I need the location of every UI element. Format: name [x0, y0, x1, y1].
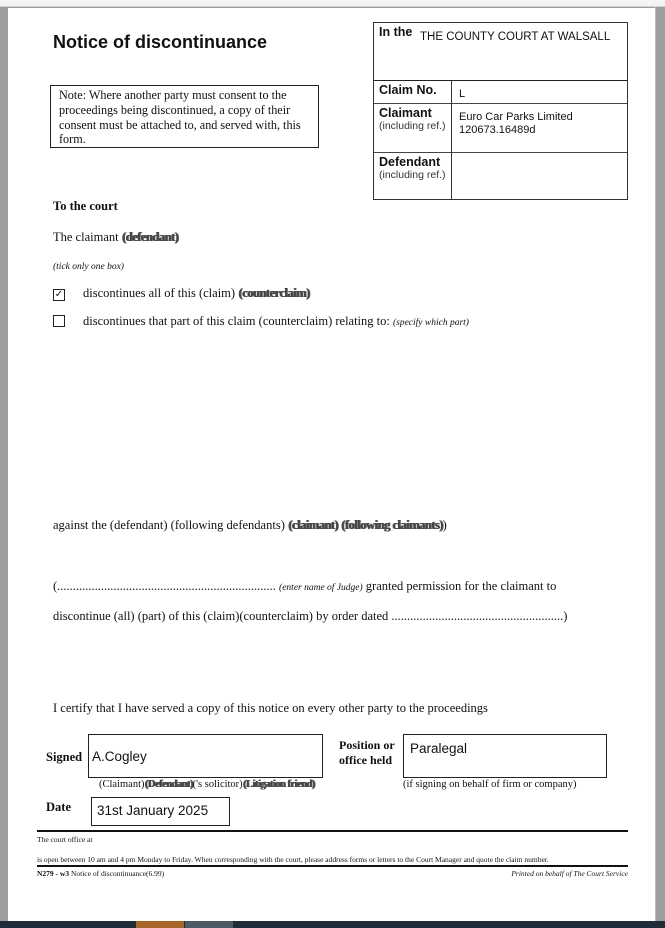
discontinue-all-label: discontinues all of this (claim) (counterclaim)	[83, 286, 310, 300]
in-the-label: In the	[379, 25, 413, 39]
page-title: Notice of discontinuance	[53, 32, 268, 52]
position-field[interactable]: Paralegal	[403, 734, 607, 778]
taskbar-item-active[interactable]	[136, 921, 184, 928]
permission-line-2: discontinue (all) (part) of this (claim)(counterclaim) by order dated .......................................................)	[53, 609, 568, 623]
viewer-scrollbar[interactable]	[655, 7, 665, 921]
viewer-top-strip	[0, 0, 665, 7]
court-name-row	[374, 23, 627, 81]
printed-by: Printed on behalf of The Court Service	[511, 869, 628, 878]
consent-note: Note: Where another party must consent to the proceedings being discontinued, a copy of their consent must be attached to, and served with, this form.	[50, 85, 319, 148]
document-page	[8, 8, 655, 921]
permission-line-1: (...................................................................... (enter name of Judge) granted permission for the claimant to	[53, 579, 557, 593]
against-line: against the (defendant) (following defendants) (claimant) (following claimants))	[53, 518, 447, 532]
court-office-label: The court office at	[37, 835, 93, 844]
certify-statement: I certify that I have served a copy of this notice on every other party to the proceedings	[53, 701, 488, 715]
claim-no-label: Claim No.	[379, 83, 437, 97]
opening-hours-text: is open between 10 am and 4 pm Monday to Friday. When corresponding with the court, please address forms or letters to the Court Manager and quote the claim number.	[37, 855, 549, 864]
claim-no-row	[374, 81, 627, 104]
form-code: N279 - w3 Notice of discontinuance(6.99)	[37, 869, 165, 878]
signed-capacity-caption: (Claimant)(Defendant)('s solicitor)(Litigation friend)	[99, 779, 315, 790]
claimant-sublabel: (including ref.)	[379, 120, 446, 132]
signature-field[interactable]: A.Cogley	[88, 734, 323, 778]
claim-no-field[interactable]: L	[459, 88, 466, 100]
struck-defendant: (defendant)	[121, 230, 179, 244]
position-label: Position or office held	[339, 738, 395, 767]
discontinue-part-checkbox[interactable]	[53, 315, 65, 327]
to-the-court-heading: To the court	[53, 199, 118, 213]
claimant-label: Claimant	[379, 106, 432, 120]
viewer-left-gutter	[0, 7, 8, 921]
column-divider	[451, 81, 452, 200]
judge-name-hint: (enter name of Judge)	[279, 583, 363, 593]
defendant-label: Defendant	[379, 155, 441, 169]
footer-rule-top	[37, 830, 628, 832]
defendant-row	[374, 153, 627, 199]
tick-instruction: (tick only one box)	[53, 262, 124, 272]
struck-counterclaim: (counterclaim)	[238, 286, 310, 300]
struck-claimant: (claimant)	[288, 518, 338, 532]
specify-hint: (specify which part)	[392, 318, 469, 328]
taskbar-item[interactable]	[185, 921, 233, 928]
footer-rule-bottom	[37, 865, 628, 867]
defendant-sublabel: (including ref.)	[379, 169, 446, 181]
claimant-field[interactable]	[459, 111, 573, 137]
date-label: Date	[46, 800, 71, 814]
claimant-row	[374, 104, 627, 153]
taskbar	[0, 921, 665, 928]
date-field[interactable]: 31st January 2025	[91, 797, 230, 826]
claimant-name: Euro Car Parks Limited	[459, 111, 573, 123]
specify-part-area[interactable]	[53, 338, 623, 508]
claimant-ref: 120673.16489d	[459, 124, 536, 136]
party-line: The claimant (defendant)	[53, 230, 179, 244]
court-name-field[interactable]: THE COUNTY COURT AT WALSALL	[420, 31, 611, 43]
claim-details-box	[373, 22, 628, 200]
discontinue-all-checkbox[interactable]: ✓	[54, 289, 64, 300]
discontinue-part-label: discontinues that part of this claim (counterclaim) relating to: (specify which part)	[83, 314, 469, 328]
position-caption: (if signing on behalf of firm or company)	[403, 779, 577, 790]
struck-following-claimants: (following claimants)	[340, 518, 443, 532]
signed-label: Signed	[46, 750, 83, 764]
